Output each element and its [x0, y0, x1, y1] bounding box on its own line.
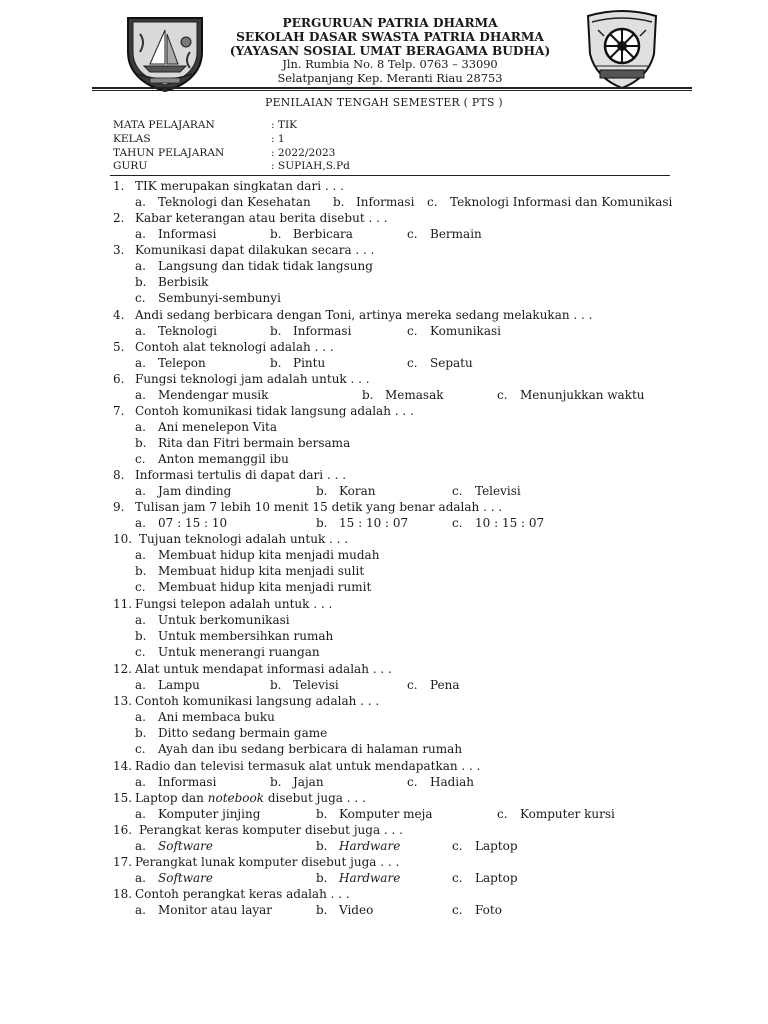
option-text: Televisi	[475, 484, 521, 498]
option-letter: b.	[135, 629, 147, 643]
meta-key: GURU	[113, 160, 148, 172]
option-letter: c.	[407, 356, 418, 370]
option-text: Video	[339, 903, 374, 917]
option-letter: c.	[452, 903, 463, 917]
option-letter: a.	[135, 903, 146, 917]
option-letter: b.	[270, 775, 282, 789]
option-letter: a.	[135, 678, 146, 692]
option-text: Koran	[339, 484, 376, 498]
option-text: Software	[158, 871, 213, 885]
option-text: Berbisik	[158, 275, 209, 289]
option-letter: b.	[316, 903, 328, 917]
question-text: Alat untuk mendapat informasi adalah . . .	[135, 662, 392, 676]
option-text: Komputer kursi	[520, 807, 615, 821]
option-text: Ani menelepon Vita	[158, 420, 278, 434]
option-letter: c.	[407, 775, 418, 789]
option-text: Komputer meja	[339, 807, 433, 821]
option-letter: b.	[135, 275, 147, 289]
meta-value: : SUPIAH,S.Pd	[271, 160, 350, 172]
option-text: Informasi	[356, 195, 415, 209]
option-text: Membuat hidup kita menjadi mudah	[158, 548, 380, 562]
option-letter: a.	[135, 710, 146, 724]
option-letter: a.	[135, 420, 146, 434]
option-text: Rita dan Fitri bermain bersama	[158, 436, 351, 450]
option-text: Informasi	[293, 324, 352, 338]
option-letter: b.	[135, 436, 147, 450]
question-text: Fungsi telepon adalah untuk . . .	[135, 597, 333, 611]
option-text: Software	[158, 839, 213, 853]
option-text: Komputer jinjing	[158, 807, 261, 821]
option-text: Ditto sedang bermain game	[158, 726, 328, 740]
option-letter: a.	[135, 324, 146, 338]
option-text: Laptop	[475, 839, 518, 853]
header-rule-thick	[92, 87, 692, 89]
question-number: 16.	[113, 823, 133, 837]
question-text: Andi sedang berbicara dengan Toni, artinya mereka sedang melakukan . . .	[135, 308, 593, 322]
option-letter: b.	[316, 484, 328, 498]
question-number: 2.	[113, 211, 125, 225]
option-text: Informasi	[158, 775, 217, 789]
option-letter: a.	[135, 388, 146, 402]
foundation-name: PERGURUAN PATRIA DHARMA	[282, 16, 498, 30]
option-letter: c.	[497, 807, 508, 821]
option-letter: c.	[407, 678, 418, 692]
option-letter: b.	[333, 195, 345, 209]
question-number: 8.	[113, 468, 125, 482]
question-number: 7.	[113, 404, 125, 418]
option-text: Membuat hidup kita menjadi sulit	[158, 564, 365, 578]
school-dharma-wheel-logo	[582, 10, 662, 90]
question-number: 4.	[113, 308, 125, 322]
school-city: Selatpanjang Kep. Meranti Riau 28753	[277, 71, 503, 85]
option-text: Foto	[475, 903, 502, 917]
option-letter: b.	[316, 516, 328, 530]
option-text: Pena	[430, 678, 460, 692]
option-text: Jam dinding	[158, 484, 232, 498]
option-text: Untuk membersihkan rumah	[158, 629, 334, 643]
option-text: Menunjukkan waktu	[520, 388, 645, 402]
question-number: 10.	[113, 532, 133, 546]
option-letter: a.	[135, 516, 146, 530]
question-number: 5.	[113, 340, 125, 354]
meta-key: KELAS	[113, 133, 151, 145]
option-text: Memasak	[385, 388, 444, 402]
option-text: Untuk menerangi ruangan	[158, 645, 320, 659]
option-text: 07 : 15 : 10	[158, 516, 228, 530]
question-number: 13.	[113, 694, 133, 708]
option-letter: b.	[362, 388, 374, 402]
question-text: Perangkat keras komputer disebut juga . . .	[139, 823, 403, 837]
option-letter: c.	[497, 388, 508, 402]
option-text: Langsung dan tidak tidak langsung	[158, 259, 373, 273]
option-letter: a.	[135, 548, 146, 562]
option-letter: b.	[270, 678, 282, 692]
option-text: Jajan	[293, 775, 324, 789]
option-letter: c.	[135, 645, 146, 659]
option-letter: c.	[452, 871, 463, 885]
option-text: Informasi	[158, 227, 217, 241]
exam-title: PENILAIAN TENGAH SEMESTER ( PTS )	[265, 96, 503, 109]
option-letter: b.	[270, 324, 282, 338]
foundation-subtitle: (YAYASAN SOSIAL UMAT BERAGAMA BUDHA)	[229, 44, 551, 58]
question-text: Contoh perangkat keras adalah . . .	[135, 887, 350, 901]
question-number: 3.	[113, 243, 125, 257]
option-text: Ayah dan ibu sedang berbicara di halaman rumah	[158, 742, 463, 756]
question-text: Laptop dan notebook disebut juga . . .	[135, 791, 366, 805]
question-number: 1.	[113, 179, 125, 193]
option-letter: c.	[135, 742, 146, 756]
option-letter: a.	[135, 227, 146, 241]
question-number: 11.	[113, 597, 133, 611]
option-text: 10 : 15 : 07	[475, 516, 545, 530]
option-letter: b.	[135, 564, 147, 578]
meta-value: : 1	[271, 133, 285, 145]
option-text: Berbicara	[293, 227, 353, 241]
option-letter: c.	[427, 195, 438, 209]
option-letter: b.	[270, 356, 282, 370]
question-text: Informasi tertulis di dapat dari . . .	[135, 468, 347, 482]
option-text: Lampu	[158, 678, 200, 692]
option-letter: c.	[407, 227, 418, 241]
school-name: SEKOLAH DASAR SWASTA PATRIA DHARMA	[236, 30, 544, 44]
option-text: Telepon	[158, 356, 206, 370]
question-number: 18.	[113, 887, 133, 901]
meta-value: : TIK	[271, 119, 298, 131]
question-text: Kabar keterangan atau berita disebut . . .	[135, 211, 388, 225]
option-text: Sepatu	[430, 356, 473, 370]
option-text: Monitor atau layar	[158, 903, 273, 917]
option-text: Membuat hidup kita menjadi rumit	[158, 580, 372, 594]
option-text: Anton memanggil ibu	[158, 452, 289, 466]
question-number: 12.	[113, 662, 133, 676]
option-letter: c.	[452, 484, 463, 498]
option-text: Komunikasi	[430, 324, 501, 338]
option-text: Hardware	[339, 871, 401, 885]
question-text: Perangkat lunak komputer disebut juga . . .	[135, 855, 400, 869]
question-text: Radio dan televisi termasuk alat untuk mendapatkan . . .	[135, 759, 481, 773]
question-number: 15.	[113, 791, 133, 805]
question-number: 6.	[113, 372, 125, 386]
option-letter: c.	[135, 452, 146, 466]
question-number: 17.	[113, 855, 133, 869]
option-letter: a.	[135, 871, 146, 885]
option-letter: b.	[316, 807, 328, 821]
option-letter: a.	[135, 259, 146, 273]
option-letter: a.	[135, 613, 146, 627]
option-text: Hadiah	[430, 775, 475, 789]
option-text: Laptop	[475, 871, 518, 885]
question-text: Contoh alat teknologi adalah . . .	[135, 340, 334, 354]
meta-key: MATA PELAJARAN	[113, 119, 215, 131]
option-letter: a.	[135, 775, 146, 789]
option-text: Ani membaca buku	[158, 710, 275, 724]
option-letter: c.	[452, 839, 463, 853]
question-italic-term: notebook	[207, 791, 265, 805]
option-text: Untuk berkomunikasi	[158, 613, 290, 627]
option-letter: b.	[316, 839, 328, 853]
option-text: Bermain	[430, 227, 482, 241]
option-text: Pintu	[293, 356, 326, 370]
question-text: Komunikasi dapat dilakukan secara . . .	[135, 243, 375, 257]
option-text: Teknologi	[158, 324, 217, 338]
option-letter: c.	[135, 580, 146, 594]
option-letter: c.	[452, 516, 463, 530]
school-address: Jln. Rumbia No. 8 Telp. 0763 – 33090	[282, 57, 498, 71]
question-text: Contoh komunikasi langsung adalah . . .	[135, 694, 380, 708]
meta-key: TAHUN PELAJARAN	[113, 147, 225, 159]
option-letter: a.	[135, 807, 146, 821]
meta-value: : 2022/2023	[271, 147, 336, 159]
question-text: TIK merupakan singkatan dari . . .	[135, 179, 344, 193]
option-letter: a.	[135, 195, 146, 209]
option-text: Sembunyi-sembunyi	[158, 291, 281, 305]
question-text: Contoh komunikasi tidak langsung adalah . . .	[135, 404, 414, 418]
question-text: Tujuan teknologi adalah untuk . . .	[139, 532, 349, 546]
question-text: Fungsi teknologi jam adalah untuk . . .	[135, 372, 370, 386]
option-text: 15 : 10 : 07	[339, 516, 409, 530]
option-letter: a.	[135, 356, 146, 370]
regency-shield-logo	[124, 12, 206, 92]
option-letter: c.	[135, 291, 146, 305]
question-number: 14.	[113, 759, 133, 773]
option-letter: a.	[135, 839, 146, 853]
option-letter: b.	[270, 227, 282, 241]
option-letter: b.	[135, 726, 147, 740]
option-letter: c.	[407, 324, 418, 338]
option-letter: a.	[135, 484, 146, 498]
meta-rule	[110, 175, 670, 176]
question-number: 9.	[113, 500, 125, 514]
question-text: Tulisan jam 7 lebih 10 menit 15 detik yang benar adalah . . .	[135, 500, 503, 514]
option-text: Mendengar musik	[158, 388, 269, 402]
option-letter: b.	[316, 871, 328, 885]
option-text: Televisi	[293, 678, 339, 692]
option-text: Teknologi dan Kesehatan	[158, 195, 311, 209]
header-rule-thin	[92, 90, 692, 91]
option-text: Teknologi Informasi dan Komunikasi	[450, 195, 673, 209]
option-text: Hardware	[339, 839, 401, 853]
